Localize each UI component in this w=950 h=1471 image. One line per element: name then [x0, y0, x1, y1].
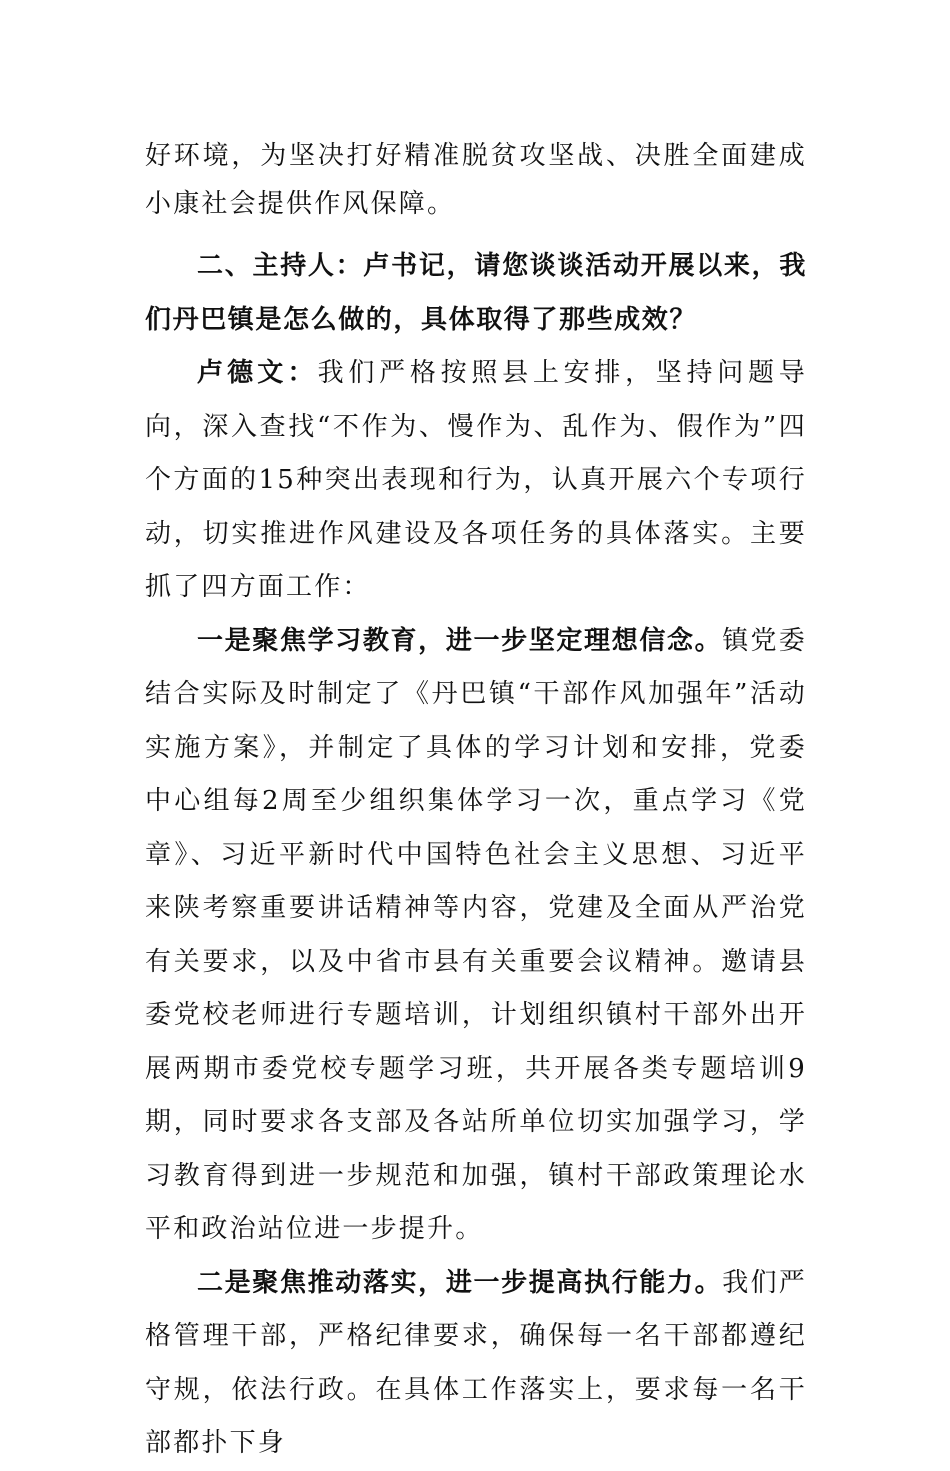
- point1-heading: 一是聚焦学习教育，进一步坚定理想信念。: [197, 625, 723, 656]
- answer-text: 我们严格按照县上安排，坚持问题导向，深入查找“不作为、慢作为、乱作为、假作为”四个方面的15种突出表现和行为，认真开展六个专项行动，切实推进作风建设及各项任务的具体落实。主要抓了四方面工作：: [145, 358, 807, 602]
- point1-text: 镇党委结合实际及时制定了《丹巴镇“干部作风加强年”活动实施方案》，并制定了具体的学习计划和安排，党委中心组每2周至少组织集体学习一次，重点学习《党章》、习近平新时代中国特色社会主义思想、习近平来陕考察重要讲话精神等内容，党建及全面从严治党有关要求，以及中省市县有关重要会议精神。邀请县委党校老师进行专题培训，计划组织镇村干部外出开展两期市委党校专题学习班，共开展各类专题培训9期，同时要求各支部及各站所单位切实加强学习，学习教育得到进一步规范和加强，镇村干部政策理论水平和政治站位进一步提升。: [145, 625, 807, 1244]
- document-body: [145, 132, 807, 1471]
- continuation-paragraph: [145, 132, 807, 228]
- point2-heading: 二是聚焦推动落实，进一步提高执行能力。: [197, 1267, 723, 1298]
- point2-paragraph: [145, 1257, 807, 1471]
- question-text: 二、主持人：卢书记，请您谈谈活动开展以来，我们丹巴镇是怎么做的，具体取得了那些成效？: [145, 251, 807, 335]
- point1-paragraph: [145, 615, 807, 1257]
- answer-speaker: 卢德文：: [197, 358, 318, 388]
- answer-paragraph: [145, 347, 807, 615]
- continuation-text: 好环境，为坚决打好精准脱贫攻坚战、决胜全面建成小康社会提供作风保障。: [145, 141, 807, 219]
- point2-text: 我们严格管理干部，严格纪律要求，确保每一名干部都遵纪守规，依法行政。在具体工作落实上，要求每一名干部都扑下身: [145, 1267, 807, 1458]
- question-paragraph: [145, 240, 807, 347]
